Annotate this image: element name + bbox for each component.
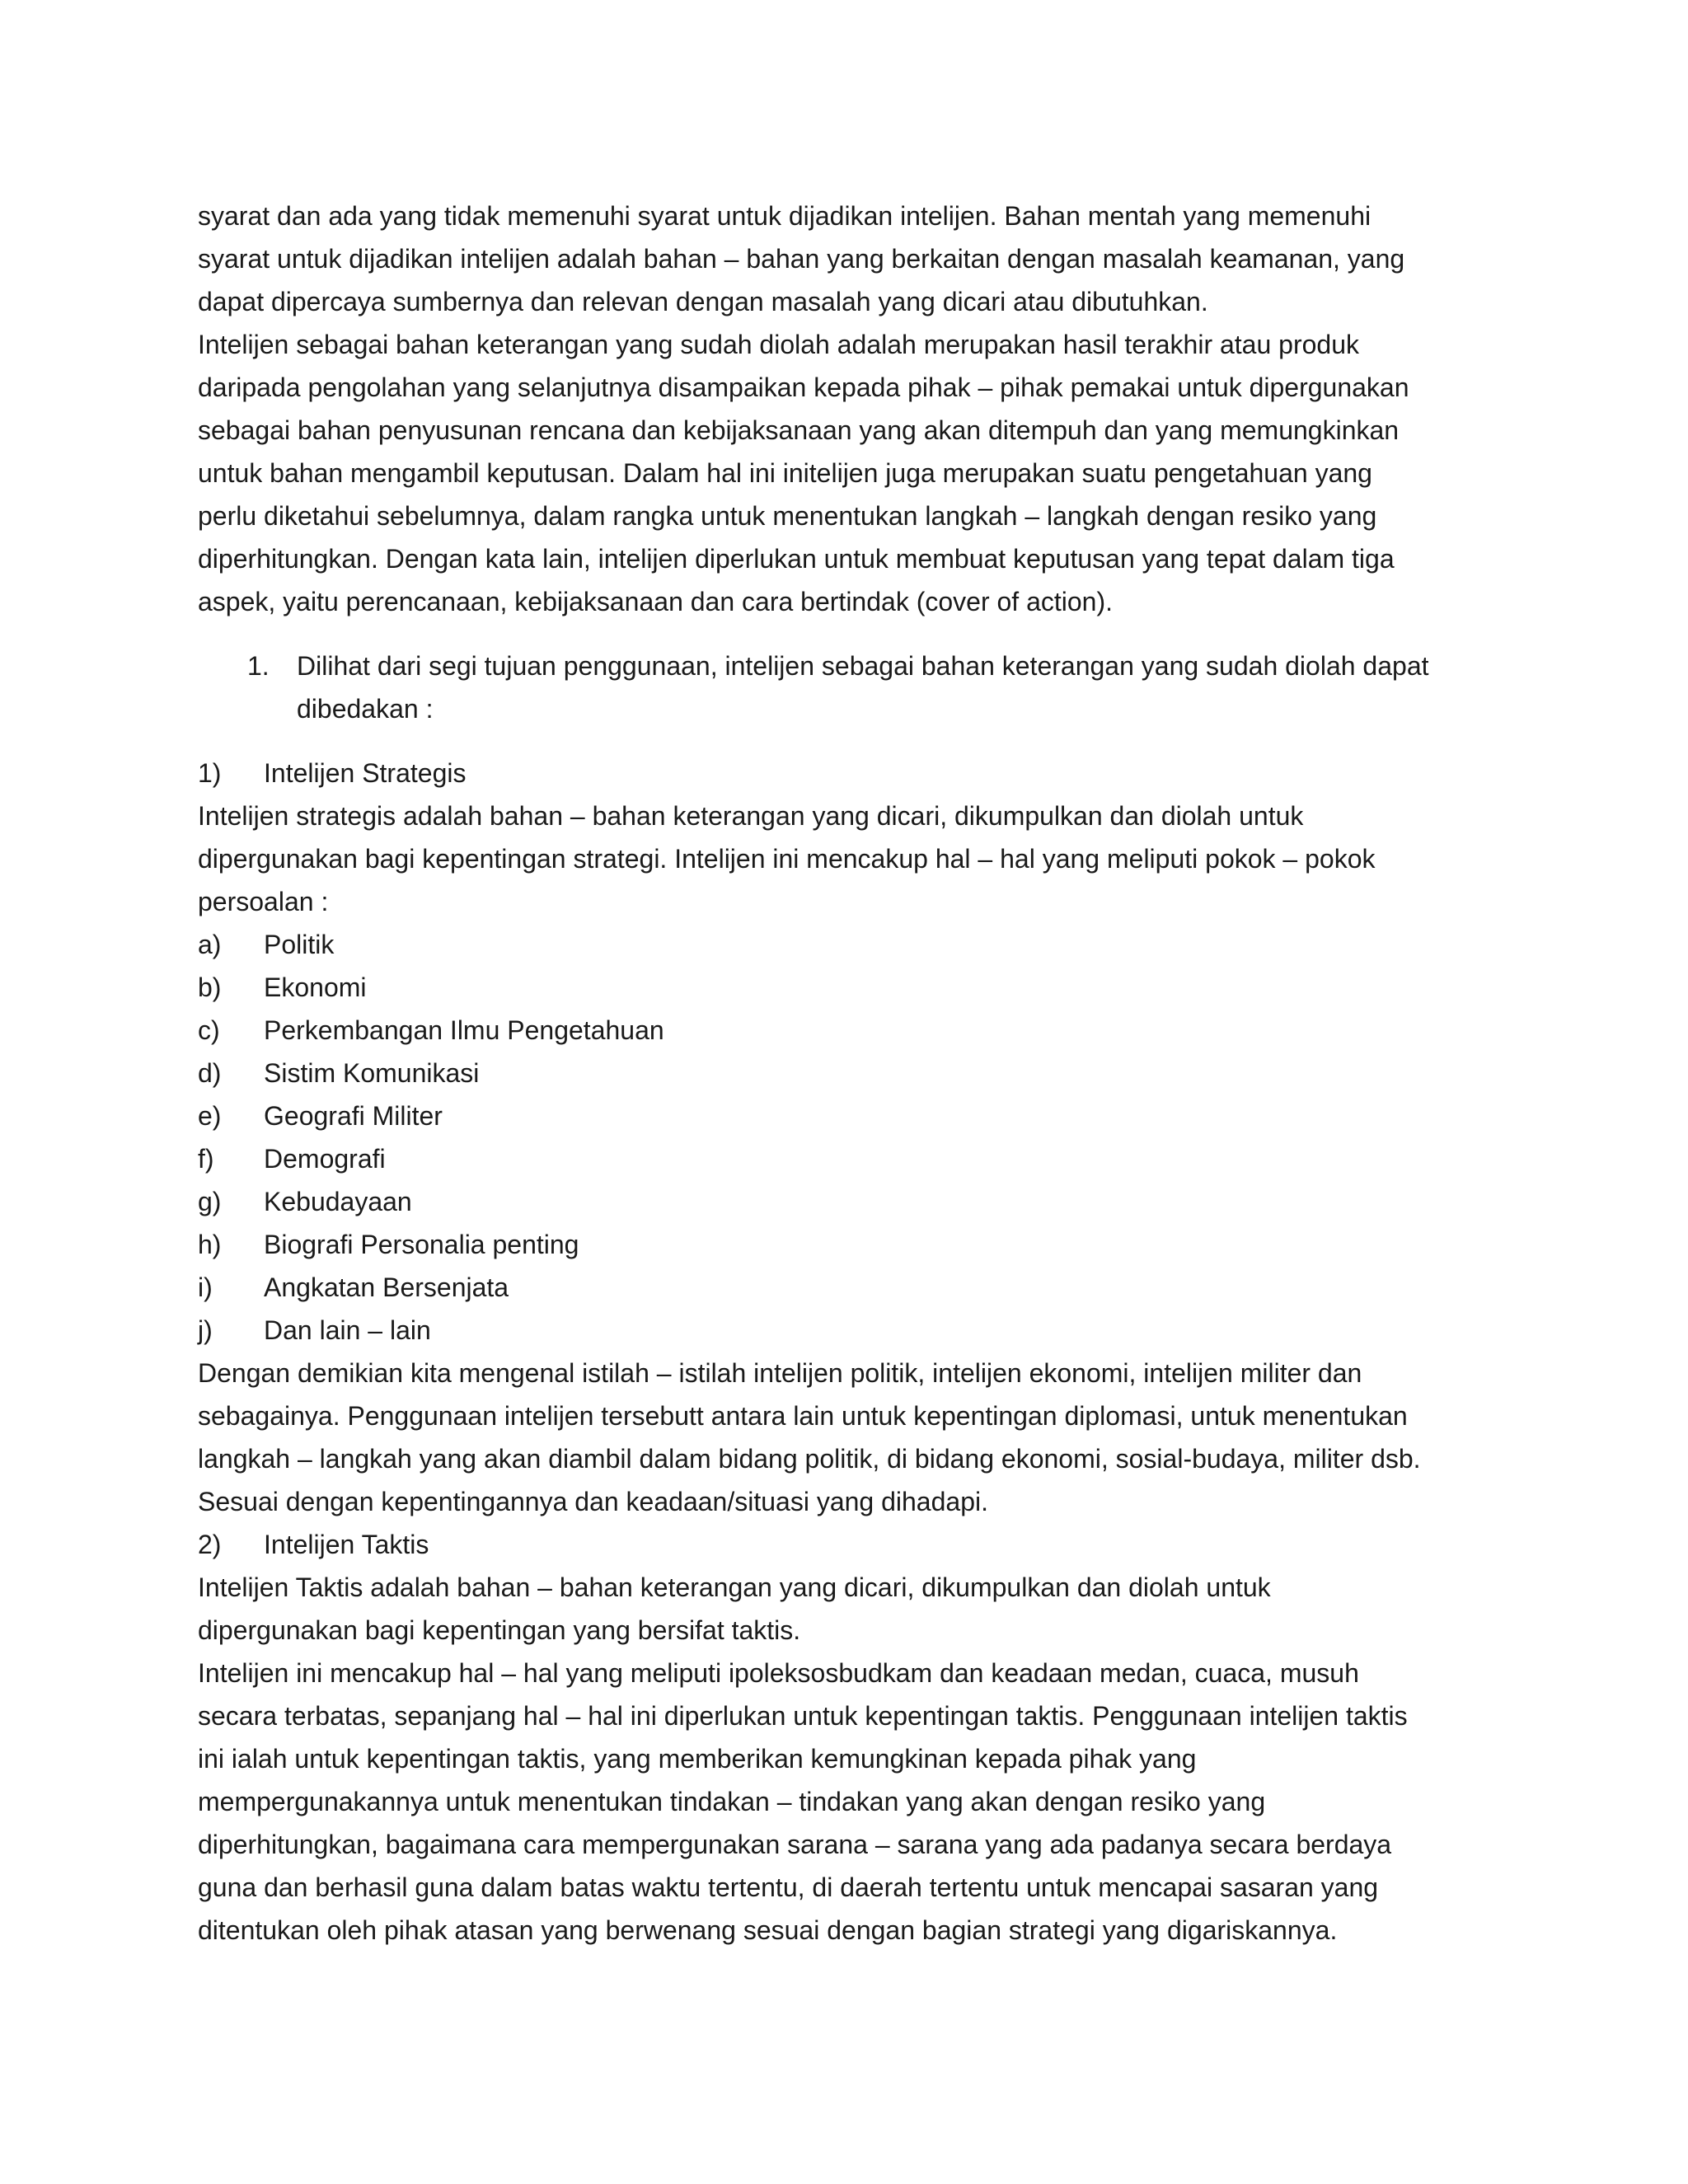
text-line: Dengan demikian kita mengenal istilah – istilah intelijen politik, intelijen ekonomi, intelijen militer dan <box>198 1358 1362 1388</box>
list-marker: j) <box>198 1315 213 1345</box>
text-line: dipergunakan bagi kepentingan strategi. Intelijen ini mencakup hal – hal yang meliputi pokok – pokok <box>198 844 1376 874</box>
list-marker: f) <box>198 1144 214 1174</box>
list-item <box>198 1180 1500 1223</box>
section-heading <box>198 752 1500 794</box>
list-label: Demografi <box>264 1144 386 1174</box>
list-item <box>198 966 1500 1009</box>
list-marker: a) <box>198 930 222 959</box>
text-line: guna dan berhasil guna dalam batas waktu tertentu, di daerah tertentu untuk mencapai sasaran yang <box>198 1872 1379 1902</box>
section-marker: 1) <box>198 758 222 788</box>
list-label: Politik <box>264 930 335 959</box>
list-label: Kebudayaan <box>264 1187 412 1216</box>
list-label: Sistim Komunikasi <box>264 1058 480 1088</box>
text-line: daripada pengolahan yang selanjutnya disampaikan kepada pihak – pihak pemakai untuk dipergunakan <box>198 373 1409 402</box>
list-item <box>198 1137 1500 1180</box>
text-line: diperhitungkan, bagaimana cara mempergunakan sarana – sarana yang ada padanya secara berdaya <box>198 1830 1392 1859</box>
list-item <box>198 1094 1500 1137</box>
list-item <box>198 1309 1500 1352</box>
text-line: dapat dipercaya sumbernya dan relevan dengan masalah yang dicari atau dibutuhkan. <box>198 287 1208 316</box>
section-strategis <box>198 752 1500 1523</box>
list-item <box>198 1052 1500 1094</box>
list-label: Dan lain – lain <box>264 1315 431 1345</box>
text-line: Sesuai dengan kepentingannya dan keadaan/situasi yang dihadapi. <box>198 1487 988 1516</box>
text-line: untuk bahan mengambil keputusan. Dalam hal ini initelijen juga merupakan suatu pengetahuan yang <box>198 458 1372 488</box>
text-line: syarat dan ada yang tidak memenuhi syarat untuk dijadikan intelijen. Bahan mentah yang memenuhi <box>198 201 1372 231</box>
text-line: Intelijen ini mencakup hal – hal yang meliputi ipoleksosbudkam dan keadaan medan, cuaca, musuh <box>198 1658 1359 1688</box>
text-line: sebagainya. Penggunaan intelijen tersebutt antara lain untuk kepentingan diplomasi, untuk menentukan <box>198 1401 1408 1431</box>
text-line: sebagai bahan penyusunan rencana dan kebijaksanaan yang akan ditempuh dan yang memungkinkan <box>198 415 1400 445</box>
list-label: Geografi Militer <box>264 1101 443 1131</box>
list-item <box>198 1266 1500 1309</box>
text-line: mempergunakannya untuk menentukan tindakan – tindakan yang akan dengan resiko yang <box>198 1787 1266 1816</box>
paragraph-definition <box>198 323 1500 623</box>
numbered-list-item <box>198 644 1500 730</box>
list-marker: e) <box>198 1101 222 1131</box>
list-item <box>198 1223 1500 1266</box>
list-item <box>198 1009 1500 1052</box>
section-marker: 2) <box>198 1530 222 1559</box>
list-marker: i) <box>198 1272 213 1302</box>
text-line: ditentukan oleh pihak atasan yang berwenang sesuai dengan bagian strategi yang digariskannya. <box>198 1915 1338 1945</box>
document-body <box>198 194 1500 1952</box>
text-line: syarat untuk dijadikan intelijen adalah bahan – bahan yang berkaitan dengan masalah keamanan, yang <box>198 244 1405 274</box>
text-line: persoalan : <box>198 887 329 916</box>
section-title: Intelijen Taktis <box>264 1530 429 1559</box>
text-line: dipergunakan bagi kepentingan yang bersifat taktis. <box>198 1615 801 1645</box>
text-line: secara terbatas, sepanjang hal – hal ini diperlukan untuk kepentingan taktis. Penggunaan intelijen taktis <box>198 1701 1408 1731</box>
list-label: Biografi Personalia penting <box>264 1230 579 1259</box>
text-line: Dilihat dari segi tujuan penggunaan, intelijen sebagai bahan keterangan yang sudah diolah dapat <box>297 651 1429 681</box>
section-taktis <box>198 1523 1500 1952</box>
text-line: Intelijen Taktis adalah bahan – bahan keterangan yang dicari, dikumpulkan dan diolah untuk <box>198 1572 1271 1602</box>
list-marker: b) <box>198 972 222 1002</box>
text-line: ini ialah untuk kepentingan taktis, yang memberikan kemungkinan kepada pihak yang <box>198 1744 1197 1774</box>
paragraph-intro <box>198 194 1500 323</box>
text-line: diperhitungkan. Dengan kata lain, intelijen diperlukan untuk membuat keputusan yang tepat dalam tiga <box>198 544 1395 574</box>
list-label: Perkembangan Ilmu Pengetahuan <box>264 1015 664 1045</box>
list-number: 1. <box>247 651 270 681</box>
text-line: langkah – langkah yang akan diambil dalam bidang politik, di bidang ekonomi, sosial-budaya, militer dsb. <box>198 1444 1421 1474</box>
section-heading <box>198 1523 1500 1566</box>
text-line: perlu diketahui sebelumnya, dalam rangka untuk menentukan langkah – langkah dengan resiko yang <box>198 501 1377 531</box>
list-marker: d) <box>198 1058 222 1088</box>
text-line: aspek, yaitu perencanaan, kebijaksanaan dan cara bertindak (cover of action). <box>198 587 1114 616</box>
text-line: Intelijen strategis adalah bahan – bahan keterangan yang dicari, dikumpulkan dan diolah untuk <box>198 801 1304 831</box>
text-line: dibedakan : <box>297 694 434 724</box>
text-line: Intelijen sebagai bahan keterangan yang sudah diolah adalah merupakan hasil terakhir atau produk <box>198 330 1359 359</box>
list-marker: c) <box>198 1015 220 1045</box>
section-title: Intelijen Strategis <box>264 758 467 788</box>
list-marker: h) <box>198 1230 222 1259</box>
list-item <box>198 923 1500 966</box>
list-label: Ekonomi <box>264 972 367 1002</box>
list-marker: g) <box>198 1187 222 1216</box>
list-label: Angkatan Bersenjata <box>264 1272 509 1302</box>
